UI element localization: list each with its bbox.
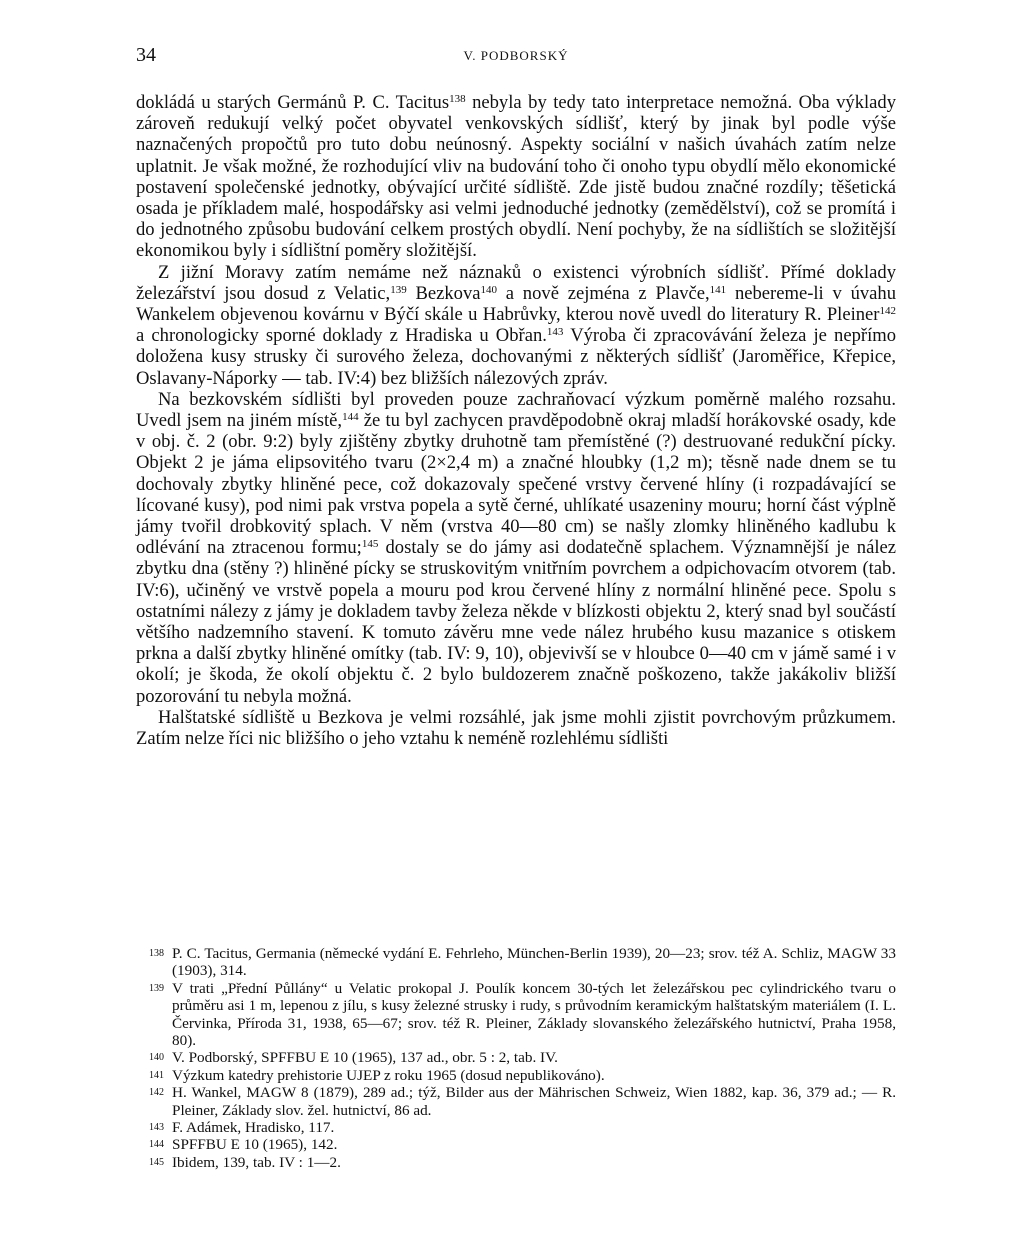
- paragraph-text: a chronologicky sporné doklady z Hradiska u Obřan.: [136, 325, 547, 347]
- paragraph-text: Na bezkovském sídlišti byl proveden pouze zachraňovací výzkum poměrně malého rozsahu. Uvedl jsem na jiném místě,: [136, 388, 896, 432]
- footnote: [136, 1049, 896, 1066]
- footnotes: [136, 945, 896, 1171]
- footnote-text: Ibidem, 139, tab. IV : 1—2.: [172, 1153, 341, 1171]
- paragraph: [136, 92, 896, 262]
- paragraph-text: nebyla by tedy tato interpretace nemožná. Oba výklady zároveň redukují velký počet obyvatel venkovských sídlišť, který by jinak byl podle výše naznačených propočtů pro tuto dobu neúnosný. Aspekty sociální v našich úvahách zatím nelze uplatnit. Je však možné, že rozhodující vliv na budování toho či onoho typu obydlí mělo ekonomické postavení společenské jednotky, obývající určité sídliště. Zde jistě budou značné rozdíly; těšetická osada je příkladem malé, hospodářsky asi velmi jednoduché jednotky (zemědělství), což se promítá i do jednotného způsobu budování celkem prostých obydlí. Není pochyby, že na sídlištích se složitější ekonomikou byly i sídlištní poměry složitější.: [136, 92, 896, 262]
- footnote-ref: 140: [480, 283, 498, 296]
- paragraph-text: Z jižní Moravy zatím nemáme než náznaků o existenci výrobních sídlišť. Přímé doklady železářství jsou dosud z Velatic,: [136, 261, 896, 304]
- footnote-number: 144: [149, 1139, 164, 1151]
- footnote-ref: 144: [342, 411, 359, 424]
- paragraph-text: dokládá u starých Germánů P. C. Tacitus: [136, 92, 450, 113]
- page-number: 34: [136, 44, 156, 66]
- footnote-number: 141: [149, 1069, 164, 1081]
- footnote-number: 142: [149, 1087, 164, 1099]
- footnote-text: H. Wankel, MAGW 8 (1879), 289 ad.; týž, Bilder aus der Mährischen Schweiz, Wien 1882, kap. 36, 379 ad.; — R. Pleiner, Základy slov. žel. hutnictví, 86 ad.: [172, 1084, 896, 1119]
- footnote: [136, 1154, 896, 1171]
- body-text: [136, 92, 896, 749]
- page-header: [136, 44, 896, 66]
- footnote-text: F. Adámek, Hradisko, 117.: [172, 1119, 335, 1137]
- footnote: [136, 1084, 896, 1119]
- footnote: [136, 945, 896, 980]
- footnote-text: SPFFBU E 10 (1965), 142.: [172, 1136, 338, 1154]
- footnote-ref: 141: [709, 283, 727, 296]
- paragraph-text: a nově zejména z Plavče,: [497, 282, 710, 304]
- paragraph-text: dostaly se do jámy asi dodatečně splachem. Významnější je nález zbytku dna (stěny ?) hliněné pícky se struskovitým vnitřním povrchem a odpichovacím otvorem (tab. IV:6), učiněný ve vrstvě popela a mouru pod krou červené hlíny z normální hliněné pece. Spolu s ostatními nálezy z jámy je dokladem tavby železa někde v blízkosti objektu 2, který snad byl součástí většího nadzemního stavení. K tomuto závěru mne vede nález hrubého kusu mazanice s otiskem prkna a další zbytky hliněné omítky (tab. IV: 9, 10), objevivší se v hloubce 0—40 cm v jámě samé i v okolí; je škoda, že okolí objektu č. 2 bylo buldozerem značně poškozeno, takže jakákoliv bližší pozorování tu nebyla možná.: [136, 537, 896, 707]
- footnote: [136, 1119, 896, 1136]
- footnote-text: P. C. Tacitus, Germania (německé vydání E. Fehrleho, München-Berlin 1939), 20—23; srov. též A. Schliz, MAGW 33 (1903), 314.: [172, 945, 896, 980]
- footnote: [136, 1136, 896, 1153]
- paragraph: [136, 389, 896, 707]
- paragraph-text: Halštatské sídliště u Bezkova je velmi rozsáhlé, jak jsme mohli zjistit povrchovým průzkumem. Zatím nelze říci nic bližšího o jeho vztahu k neméně rozlehlému sídlišti: [136, 706, 896, 750]
- footnote-ref: 142: [879, 305, 896, 318]
- paragraph: [136, 262, 896, 389]
- paragraph-text: že tu byl zachycen pravděpodobně okraj mladší horákovské osady, kde v obj. č. 2 (obr. 9:2) byly zjištěny zbytky druhotně tam přemístěné (?) destruované redukční pícky. Objekt 2 je jáma elipsovitého tvaru (2×2,4 m) a značné hloubky (1,2 m); těsně nade dnem se tu dochovaly zbytky hliněné pece, což dokazovaly spečené vrstvy červené hlíny (i rozpadávající se lícované kusy), pod nimi pak vrstva popela a sytě černé, uhlíkaté usazeniny mouru; horní část výplně jámy tvořil drobkovitý splach. V něm (vrstva 40—80 cm) se našly zlomky hliněného kadlubu k odlévání na ztracenou formu;: [136, 410, 897, 559]
- footnote-text: V. Podborský, SPFFBU E 10 (1965), 137 ad., obr. 5 : 2, tab. IV.: [172, 1049, 558, 1067]
- running-head: V. PODBORSKÝ: [463, 48, 569, 63]
- paragraph-text: nebereme-li v úvahu Wankelem objevenou kovárnu v Býčí skále u Habrůvky, kterou nově uvedl do literatury R. Pleiner: [136, 282, 897, 326]
- footnote-text: Výzkum katedry prehistorie UJEP z roku 1965 (dosud nepublikováno).: [172, 1066, 605, 1084]
- footnote: [136, 980, 896, 1050]
- footnote-number: 145: [149, 1156, 164, 1168]
- footnote-ref: 138: [449, 93, 466, 105]
- footnote-number: 143: [149, 1122, 164, 1134]
- footnote-number: 140: [149, 1052, 164, 1064]
- footnote-text: V trati „Přední Půllány“ u Velatic prokopal J. Poulík koncem 30-tých let železářskou pec cylindrického tvaru o průměru asi 1 m, lepenou z jílu, s kusy železné strusky i rudy, s průvodním keramickým halštatským materiálem (I. L. Červinka, Příroda 31, 1938, 65—67; srov. též R. Pleiner, Základy slovanského železářského hutnictví, Praha 1958, 80).: [172, 979, 896, 1050]
- paragraph-text: Bezkova: [406, 282, 481, 304]
- footnote-ref: 143: [546, 326, 564, 339]
- footnote-number: 138: [149, 948, 164, 959]
- paragraph: [136, 707, 896, 749]
- paragraph-text: Výroba či zpracovávání železa je nepřímo doložena kusy strusky či surového železa, dochovanými z některých sídlišť (Jaroměřice, Křepice, Oslavany-Náporky — tab. IV:4) bez bližších nálezových zpráv.: [136, 325, 896, 389]
- footnote: [136, 1067, 896, 1084]
- footnote-ref: 145: [361, 538, 379, 551]
- footnote-number: 139: [149, 982, 164, 994]
- footnote-ref: 139: [390, 283, 407, 296]
